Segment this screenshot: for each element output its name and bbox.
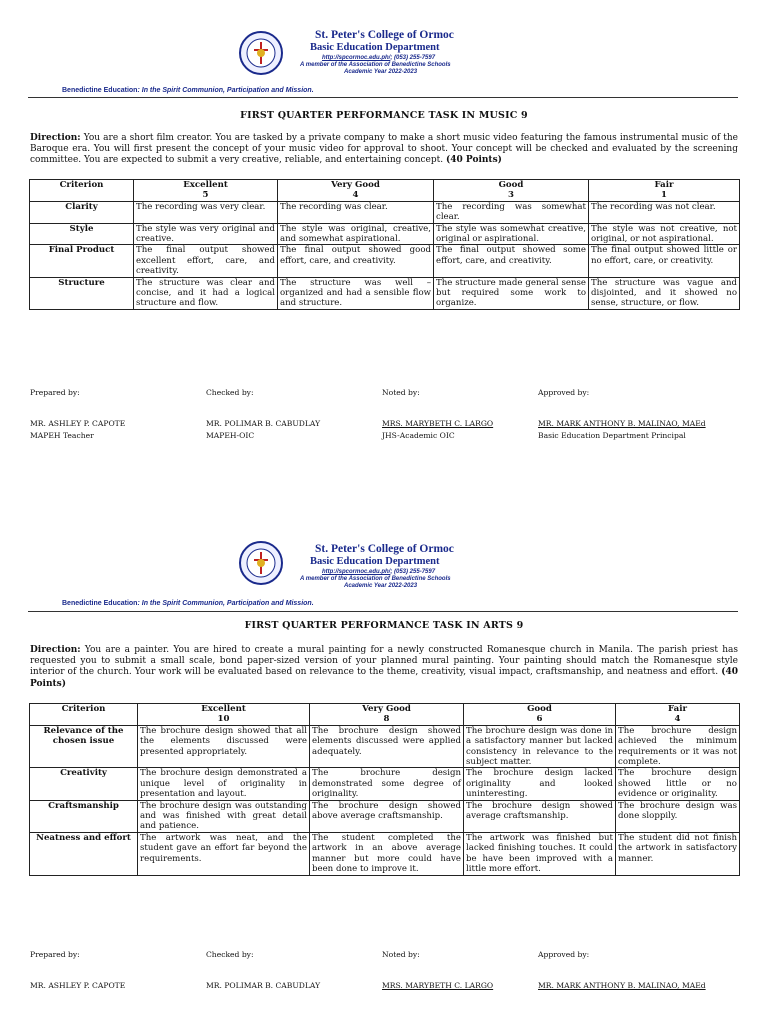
table-row: [30, 800, 740, 832]
rubric-cell: The style was somewhat creative, original or aspirational.: [434, 223, 589, 245]
criterion-cell: Clarity: [30, 201, 134, 223]
column-name: Fair: [668, 704, 687, 714]
rubric-cell: The brochure design showed elements discussed were applied adequately.: [310, 725, 464, 768]
rubric-cell: The recording was clear.: [278, 201, 434, 223]
header-divider: [28, 97, 738, 98]
table-row: [30, 832, 740, 875]
criterion-cell: Final Product: [30, 245, 134, 277]
music-page-header: [0, 0, 768, 110]
contact-line: [322, 55, 435, 61]
motto-label: Benedictine Education: [62, 87, 138, 94]
rubric-cell: The brochure design was done in a satisfactory manner but lacked consistency in relevance to the subject matter.: [464, 725, 616, 768]
arts-rubric-table: [29, 703, 740, 876]
rubric-cell: The recording was very clear.: [134, 201, 278, 223]
column-name: Good: [498, 180, 524, 190]
motto-text: : In the Spirit Communion, Participation and Mission.: [137, 600, 314, 607]
rubric-cell: The recording was somewhat clear.: [434, 201, 589, 223]
arts-direction: [30, 645, 738, 690]
rubric-cell: The final output showed good effort, care, and creativity.: [278, 245, 434, 277]
rubric-header-row: [30, 704, 740, 726]
checked-label: Checked by:: [206, 388, 254, 397]
table-row: [30, 725, 740, 768]
rubric-cell: The brochure design showed average craftsmanship.: [464, 800, 616, 832]
arts-page-header: [0, 535, 768, 615]
table-row: [30, 768, 740, 800]
column-score: 1: [661, 190, 667, 201]
academic-year: Academic Year 2022-2023: [344, 583, 418, 589]
rubric-cell: The final output showed little or no effort, care, or creativity.: [589, 245, 740, 277]
rubric-cell: The brochure design demonstrated some degree of originality.: [310, 768, 464, 800]
column-header: [616, 704, 740, 726]
rubric-cell: The structure made general sense but required some work to organize.: [434, 277, 589, 309]
rubric-cell: The brochure design lacked originality and looked uninteresting.: [464, 768, 616, 800]
rubric-cell: The final output showed excellent effort, care, and creativity.: [134, 245, 278, 277]
checked-name: MR. POLIMAR B. CABUDLAY: [206, 419, 321, 428]
approved-label: Approved by:: [538, 950, 590, 959]
column-score: 8: [383, 714, 390, 725]
music-direction-text: You are a short film creator. You are tasked by a private company to make a short music video featuring the famous instrumental music of the Baroque era. You will first present the concept of your music video for approval to shoot. Your concept will be checked and evaluated by the screening committee. You are expected to submit a very creative, reliable, and entertaining concept.: [30, 133, 738, 166]
column-score: 3: [508, 190, 514, 201]
rubric-cell: The artwork was finished but lacked finishing touches. It could be have been improved with a little more effort.: [464, 832, 616, 875]
checked-role: MAPEH-OIC: [206, 431, 255, 440]
music-direction: [30, 133, 738, 167]
table-row: [30, 277, 740, 309]
noted-name: MRS. MARYBETH C. LARGO: [382, 419, 494, 428]
rubric-cell: The style was very original and creative.: [134, 223, 278, 245]
criterion-cell: Relevance of the chosen issue: [30, 725, 138, 768]
rubric-cell: The recording was not clear.: [589, 201, 740, 223]
rubric-cell: The brochure design showed above average craftsmanship.: [310, 800, 464, 832]
column-score: 6: [536, 714, 543, 725]
column-header: [138, 704, 310, 726]
column-name: Excellent: [201, 704, 246, 714]
approved-role: Basic Education Department Principal: [538, 431, 686, 440]
rubric-cell: The structure was vague and disjointed, and it showed no sense, structure, or flow.: [589, 277, 740, 309]
column-name: Criterion: [59, 180, 104, 190]
rubric-cell: The brochure design was done sloppily.: [616, 800, 740, 832]
approved-label: Approved by:: [538, 388, 590, 397]
motto: [62, 600, 314, 607]
column-header: [589, 180, 740, 202]
column-name: Criterion: [61, 704, 106, 714]
column-name: Fair: [654, 180, 674, 190]
arts-direction-label: Direction:: [30, 645, 81, 655]
column-name: Good: [527, 704, 552, 714]
school-seal-icon: [238, 540, 284, 586]
music-direction-label: Direction:: [30, 133, 81, 143]
criterion-cell: Neatness and effort: [30, 832, 138, 875]
criterion-cell: Style: [30, 223, 134, 245]
rubric-cell: The student did not finish the artwork in satisfactory manner.: [616, 832, 740, 875]
rubric-cell: The brochure design showed that all the elements discussed were presented appropriately.: [138, 725, 310, 768]
noted-name: MRS. MARYBETH C. LARGO: [382, 981, 494, 990]
table-row: [30, 201, 740, 223]
arts-direction-points: (40 Points): [30, 667, 738, 689]
approved-name: MR. MARK ANTHONY B. MALINAO, MAEd: [538, 419, 706, 428]
rubric-cell: The structure was well – organized and had a sensible flow and structure.: [278, 277, 434, 309]
rubric-cell: The structure was clear and concise, and it had a logical structure and flow.: [134, 277, 278, 309]
arts-task-title: FIRST QUARTER PERFORMANCE TASK IN ARTS 9: [244, 620, 524, 631]
noted-label: Noted by:: [382, 950, 420, 959]
school-name: St. Peter's College of Ormoc: [315, 543, 454, 555]
contact-line: [322, 569, 435, 575]
column-name: Very Good: [331, 180, 380, 190]
table-row: [30, 245, 740, 277]
column-score: 10: [217, 714, 230, 725]
school-name: St. Peter's College of Ormoc: [315, 29, 454, 41]
motto-text: : In the Spirit Communion, Participation and Mission.: [137, 87, 314, 94]
column-name: Very Good: [362, 704, 411, 714]
school-seal-icon: [238, 30, 284, 76]
column-header: [434, 180, 589, 202]
rubric-cell: The style was original, creative, and somewhat aspirational.: [278, 223, 434, 245]
column-header: [30, 180, 134, 202]
approved-name: MR. MARK ANTHONY B. MALINAO, MAEd: [538, 981, 706, 990]
contact-phone: ; (053) 255-7597: [390, 55, 436, 61]
column-header: [278, 180, 434, 202]
column-score: 4: [352, 190, 359, 201]
criterion-cell: Structure: [30, 277, 134, 309]
criterion-cell: Craftsmanship: [30, 800, 138, 832]
prepared-label: Prepared by:: [30, 388, 80, 397]
criterion-cell: Creativity: [30, 768, 138, 800]
rubric-cell: The brochure design showed little or no evidence or originality.: [616, 768, 740, 800]
column-header: [464, 704, 616, 726]
prepared-name: MR. ASHLEY P. CAPOTE: [30, 981, 126, 990]
noted-role: JHS-Academic OIC: [382, 431, 455, 440]
music-rubric-table: [29, 179, 740, 310]
prepared-name: MR. ASHLEY P. CAPOTE: [30, 419, 126, 428]
music-task-title: FIRST QUARTER PERFORMANCE TASK IN MUSIC 9: [240, 110, 528, 121]
motto-label: Benedictine Education: [62, 600, 138, 607]
rubric-cell: The style was not creative, not original, or not aspirational.: [589, 223, 740, 245]
header-divider: [28, 611, 738, 612]
department-name: Basic Education Department: [310, 556, 440, 567]
rubric-cell: The brochure design was outstanding and was finished with great detail and patience.: [138, 800, 310, 832]
rubric-cell: The student completed the artwork in an above average manner but more could have been done to improve it.: [310, 832, 464, 875]
noted-label: Noted by:: [382, 388, 420, 397]
member-line: A member of the Association of Benedictine Schools: [300, 62, 451, 68]
website-link[interactable]: http://spcormoc.edu.ph/: [322, 55, 391, 61]
rubric-cell: The brochure design achieved the minimum requirements or it was not complete.: [616, 725, 740, 768]
column-header: [134, 180, 278, 202]
website-link[interactable]: http://spcormoc.edu.ph/: [322, 569, 391, 575]
rubric-cell: The artwork was neat, and the student gave an effort far beyond the requirements.: [138, 832, 310, 875]
department-name: Basic Education Department: [310, 42, 440, 53]
rubric-cell: The final output showed some effort, care, and creativity.: [434, 245, 589, 277]
column-header: [310, 704, 464, 726]
column-name: Excellent: [183, 180, 228, 190]
rubric-header-row: [30, 180, 740, 202]
arts-direction-text: You are a painter. You are hired to create a mural painting for a newly constructed Romanesque church in Manila. The parish priest has requested you to submit a small scale, bond paper-sized version of your planned mural painting. Your painting should match the Romanesque style interior of the church. Your work will be evaluated based on relevance to the theme, creativity, visual impact, craftsmanship, and neatness and effort.: [30, 645, 738, 678]
table-row: [30, 223, 740, 245]
prepared-label: Prepared by:: [30, 950, 80, 959]
rubric-cell: The brochure design demonstrated a unique level of originality in presentation and layout.: [138, 768, 310, 800]
academic-year: Academic Year 2022-2023: [344, 69, 418, 75]
prepared-role: MAPEH Teacher: [30, 431, 94, 440]
column-score: 4: [674, 714, 681, 725]
contact-phone: ; (053) 255-7597: [390, 569, 436, 575]
column-header: [30, 704, 138, 726]
checked-name: MR. POLIMAR B. CABUDLAY: [206, 981, 321, 990]
checked-label: Checked by:: [206, 950, 254, 959]
member-line: A member of the Association of Benedictine Schools: [300, 576, 451, 582]
column-score: 5: [202, 190, 209, 201]
motto: [62, 87, 314, 94]
music-direction-points: (40 Points): [446, 155, 502, 166]
